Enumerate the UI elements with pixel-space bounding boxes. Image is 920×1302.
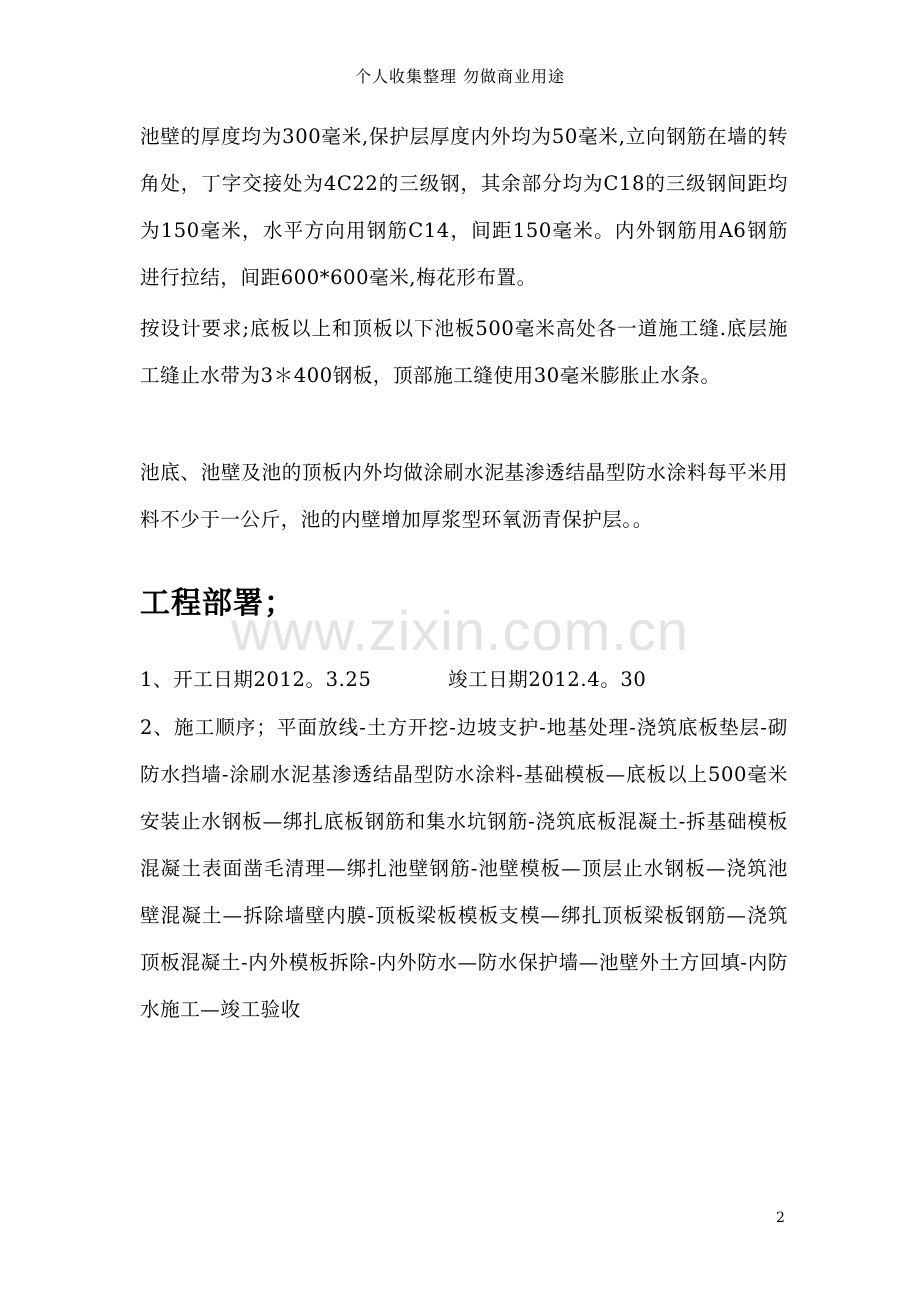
paragraph-waterproofing: 池底、池壁及池的顶板内外均做涂刷水泥基渗透结晶型防水涂料每平米用料不少于一公斤，池的内壁增加厚浆型环氧沥青保护层。。 — [140, 461, 788, 531]
paragraph-construction-joints: 按设计要求;底板以上和顶板以下池板500毫米高处各一道施工缝.底层施工缝止水带为3＊400钢板，顶部施工缝使用30毫米膨胀止水条。 — [140, 317, 788, 387]
construction-sequence: 2、施工顺序；平面放线-土方开挖-边坡支护-地基处理-浇筑底板垫层-砌防水挡墙-涂刷水泥基渗透结晶型防水涂料-基础模板—底板以上500毫米安装止水钢板—绑扎底板钢筋和集水坑钢筋-浇筑底板混凝土-拆基础模板混凝土表面凿毛清理—绑扎池壁钢筋-池壁模板—顶层止水钢板—浇筑池壁混凝土—拆除墙壁内膜-顶板梁板模板支模—绑扎顶板梁板钢筋—浇筑顶板混凝土-内外模板拆除-内外防水—防水保护墙—池壁外土方回填-内防水施工—竣工验收 — [140, 716, 788, 1021]
section-heading: 工程部署； — [140, 586, 295, 621]
schedule-line — [140, 656, 647, 703]
start-date: 1、开工日期2012。3.25 — [140, 668, 372, 691]
watermark: www.zixin.com.cn — [231, 599, 689, 662]
completion-date: 竣工日期2012.4。30 — [448, 668, 647, 691]
page-number: 2 — [776, 1210, 785, 1226]
page-header: 个人收集整理 勿做商业用途 — [354, 67, 566, 86]
paragraph-wall-thickness: 池壁的厚度均为300毫米,保护层厚度内外均为50毫米,立向钢筋在墙的转角处，丁字交接处为4C22的三级钢，其余部分均为C18的三级钢间距均为150毫米，水平方向用钢筋C14，间距150毫米。内外钢筋用A6钢筋进行拉结，间距600*600毫米,梅花形布置。 — [140, 125, 788, 289]
